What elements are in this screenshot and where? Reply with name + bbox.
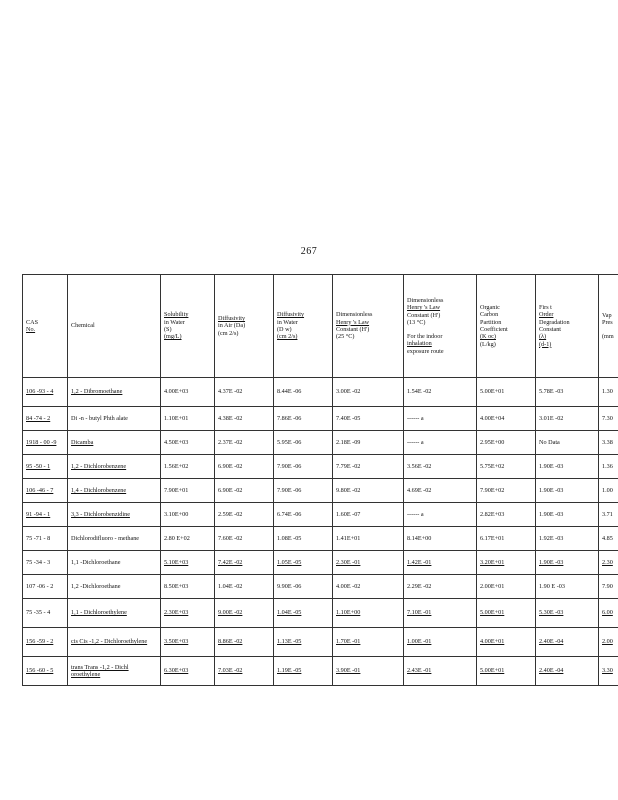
cell-henry_25: 2.18E -09 <box>333 431 404 455</box>
cell-koc: 2.82E+03 <box>477 503 536 527</box>
table-row <box>23 527 618 551</box>
cell-solubility: 4.00E+03 <box>161 378 215 407</box>
header-line: (mg/L) <box>164 333 182 341</box>
cell-decay: 5.30E -03 <box>536 599 599 628</box>
table-row <box>23 551 618 575</box>
cell-vapor: 1.36 <box>599 455 618 479</box>
cell-henry_13: 1.00E -01 <box>404 628 477 657</box>
header-cell-diff_air <box>215 275 274 378</box>
header-line: Order <box>539 311 554 319</box>
cell-decay: 1.92E -03 <box>536 527 599 551</box>
cell-diff_water: 9.90E -06 <box>274 575 333 599</box>
cell-diff_air: 2.37E -02 <box>215 431 274 455</box>
table-row <box>23 657 618 686</box>
cell-diff_water: 6.74E -06 <box>274 503 333 527</box>
table-row <box>23 407 618 431</box>
header-line: CAS <box>26 318 39 326</box>
cell-diff_air: 9.00E -02 <box>215 599 274 628</box>
cell-decay: 5.78E -03 <box>536 378 599 407</box>
cell-vapor: 4.85 <box>599 527 618 551</box>
cell-diff_air: 7.03E -02 <box>215 657 274 686</box>
cell-koc: 4.00E+04 <box>477 407 536 431</box>
cell-henry_13: 2.29E -02 <box>404 575 477 599</box>
cell-decay: 1.90 E -03 <box>536 575 599 599</box>
header-row <box>23 275 618 378</box>
header-line: Constant (H') <box>407 311 441 319</box>
table-row <box>23 455 618 479</box>
table-body <box>23 378 618 686</box>
cell-cas: 156 -60 - 5 <box>23 657 68 686</box>
cell-koc: 2.00E+01 <box>477 575 536 599</box>
cell-chemical: Dichlorodifluoro - methane <box>68 527 161 551</box>
cell-cas: 75 -35 - 4 <box>23 599 68 628</box>
header-line: (d-1) <box>539 340 552 348</box>
cell-decay: 1.90E -03 <box>536 503 599 527</box>
cell-solubility: 5.10E+03 <box>161 551 215 575</box>
header-cell-chemical <box>68 275 161 378</box>
cell-henry_13: 8.14E+00 <box>404 527 477 551</box>
header-line: exposure route <box>407 347 444 355</box>
header-line: (D w) <box>277 326 292 333</box>
header-line: (S) <box>164 326 172 333</box>
header-line: For the indoor <box>407 332 443 340</box>
header-line: Diffusivity <box>277 311 305 319</box>
cell-henry_13: 4.69E -02 <box>404 479 477 503</box>
cell-henry_13: 1.54E -02 <box>404 378 477 407</box>
cell-chemical: trans Trans -1,2 - Dichl oroethylene <box>68 657 161 686</box>
cell-henry_25: 7.40E -05 <box>333 407 404 431</box>
cell-diff_air: 7.60E -02 <box>215 527 274 551</box>
cell-cas: 106 -93 - 4 <box>23 378 68 407</box>
chemical-properties-table <box>22 274 618 686</box>
header-line: (L/kg) <box>480 340 496 348</box>
cell-vapor: 3.38 <box>599 431 618 455</box>
cell-koc: 5.00E+01 <box>477 378 536 407</box>
cell-diff_air: 6.90E -02 <box>215 479 274 503</box>
cell-diff_air: 8.86E -02 <box>215 628 274 657</box>
cell-henry_13: 7.10E -01 <box>404 599 477 628</box>
cell-chemical: 1,4 - Dichlorobenzene <box>68 479 161 503</box>
header-line: Firs t <box>539 303 552 311</box>
header-line: Dimensionless <box>336 311 373 319</box>
cell-diff_air: 1.04E -02 <box>215 575 274 599</box>
cell-henry_25: 1.41E+01 <box>333 527 404 551</box>
table-row <box>23 575 618 599</box>
cell-decay: 2.40E -04 <box>536 657 599 686</box>
header-line: Organic <box>480 303 500 311</box>
header-line: inhalation <box>407 340 432 348</box>
cell-vapor: 1.00 <box>599 479 618 503</box>
header-line: Dimensionless <box>407 297 444 305</box>
table-row <box>23 503 618 527</box>
header-line: Chemical <box>71 322 95 330</box>
cell-diff_water: 1.04E -05 <box>274 599 333 628</box>
cell-solubility: 4.50E+03 <box>161 431 215 455</box>
header-line: Partition <box>480 318 502 326</box>
cell-henry_25: 2.30E -01 <box>333 551 404 575</box>
cell-koc: 7.90E+02 <box>477 479 536 503</box>
cell-diff_air: 2.59E -02 <box>215 503 274 527</box>
header-line: Carbon <box>480 311 499 319</box>
cell-chemical: Dicamba <box>68 431 161 455</box>
header-cell-henry_13 <box>404 275 477 378</box>
page-number: 267 <box>300 246 318 257</box>
header-line: Henry 's Law <box>407 304 441 312</box>
header-cell-henry_25 <box>333 275 404 378</box>
table-row <box>23 599 618 628</box>
header-line: Constant <box>539 326 562 333</box>
cell-koc: 3.20E+01 <box>477 551 536 575</box>
cell-decay: No Data <box>536 431 599 455</box>
cell-cas: 107 -06 - 2 <box>23 575 68 599</box>
cell-decay: 1.90E -03 <box>536 455 599 479</box>
cell-chemical: 3,3 - Dichlorobenzidine <box>68 503 161 527</box>
header-line: (λ) <box>539 333 547 341</box>
header-line: (cm 2/s) <box>218 329 239 337</box>
cell-henry_25: 1.60E -07 <box>333 503 404 527</box>
cell-henry_25: 1.10E+00 <box>333 599 404 628</box>
cell-henry_13: ------ a <box>404 407 477 431</box>
cell-henry_13: 3.56E -02 <box>404 455 477 479</box>
cell-henry_13: ------ a <box>404 503 477 527</box>
cell-cas: 95 -50 - 1 <box>23 455 68 479</box>
cell-diff_water: 7.86E -06 <box>274 407 333 431</box>
cell-solubility: 2.80 E+02 <box>161 527 215 551</box>
header-line: (25 °C) <box>336 333 355 341</box>
cell-vapor: 2.00 <box>599 628 618 657</box>
cell-solubility: 1.56E+02 <box>161 455 215 479</box>
header-line: in Air (Da) <box>218 322 246 330</box>
cell-cas: 106 -46 - 7 <box>23 479 68 503</box>
cell-decay: 2.40E -04 <box>536 628 599 657</box>
cell-diff_water: 1.19E -05 <box>274 657 333 686</box>
cell-henry_25: 3.90E -01 <box>333 657 404 686</box>
cell-koc: 5.75E+02 <box>477 455 536 479</box>
cell-diff_water: 1.08E -05 <box>274 527 333 551</box>
cell-koc: 5.00E+01 <box>477 657 536 686</box>
cell-diff_water: 5.95E -06 <box>274 431 333 455</box>
cell-chemical: cis Cis -1,2 - Dichloroethylene <box>68 628 161 657</box>
header-line: Diffusivity <box>218 314 246 322</box>
cell-henry_13: ------ a <box>404 431 477 455</box>
table-row <box>23 479 618 503</box>
cell-solubility: 7.90E+01 <box>161 479 215 503</box>
cell-vapor: 7.30 <box>599 407 618 431</box>
cell-solubility: 8.50E+03 <box>161 575 215 599</box>
header-cell-decay <box>536 275 599 378</box>
cell-henry_25: 3.00E -02 <box>333 378 404 407</box>
header-line: (13 °C) <box>407 319 426 327</box>
cell-koc: 6.17E+01 <box>477 527 536 551</box>
header-line: in Water <box>164 318 185 326</box>
header-line: Pres <box>602 319 613 327</box>
cell-koc: 2.95E+00 <box>477 431 536 455</box>
cell-koc: 5.00E+01 <box>477 599 536 628</box>
cell-cas: 75 -34 - 3 <box>23 551 68 575</box>
cell-chemical: 1,2 - Dichlorobenzene <box>68 455 161 479</box>
cell-solubility: 3.50E+03 <box>161 628 215 657</box>
cell-henry_25: 7.79E -02 <box>333 455 404 479</box>
header-line: Coefficient <box>480 326 508 333</box>
cell-diff_water: 1.05E -05 <box>274 551 333 575</box>
cell-vapor: 1.30 <box>599 378 618 407</box>
header-line: (cm 2/s) <box>277 333 298 341</box>
cell-chemical: 1,2 - Dibromoethane <box>68 378 161 407</box>
cell-vapor: 7.90 <box>599 575 618 599</box>
header-line: No. <box>26 326 36 333</box>
cell-henry_25: 9.80E -02 <box>333 479 404 503</box>
cell-vapor: 3.30 <box>599 657 618 686</box>
header-cell-cas <box>23 275 68 378</box>
table-header <box>23 275 618 378</box>
header-line: in Water <box>277 318 298 326</box>
table-row <box>23 431 618 455</box>
header-line: (mm <box>602 332 614 340</box>
cell-diff_air: 7.42E -02 <box>215 551 274 575</box>
cell-chemical: Di -n - butyl Phth alate <box>68 407 161 431</box>
cell-diff_air: 4.38E -02 <box>215 407 274 431</box>
cell-cas: 84 -74 - 2 <box>23 407 68 431</box>
header-line: Solubility <box>164 311 189 319</box>
header-line: (K oc) <box>480 333 496 341</box>
cell-cas: 75 -71 - 8 <box>23 527 68 551</box>
table-row <box>23 628 618 657</box>
cell-diff_water: 8.44E -06 <box>274 378 333 407</box>
table-row <box>23 378 618 407</box>
cell-chemical: 1,2 -Dichloroethane <box>68 575 161 599</box>
chemical-properties-table-container <box>22 274 618 800</box>
cell-solubility: 1.10E+01 <box>161 407 215 431</box>
cell-chemical: 1,1 -Dichloroethane <box>68 551 161 575</box>
header-cell-solubility <box>161 275 215 378</box>
header-cell-diff_water <box>274 275 333 378</box>
cell-henry_25: 1.70E -01 <box>333 628 404 657</box>
cell-solubility: 3.10E+00 <box>161 503 215 527</box>
cell-henry_25: 4.00E -02 <box>333 575 404 599</box>
header-line: Henry 's Law <box>336 318 370 326</box>
cell-decay: 3.01E -02 <box>536 407 599 431</box>
cell-diff_air: 4.37E -02 <box>215 378 274 407</box>
header-line: Constant (H') <box>336 326 370 333</box>
header-line: Vap <box>602 311 612 319</box>
cell-henry_13: 1.42E -01 <box>404 551 477 575</box>
cell-diff_water: 7.90E -06 <box>274 455 333 479</box>
cell-henry_13: 2.43E -01 <box>404 657 477 686</box>
header-line: Degradation <box>539 318 570 326</box>
cell-vapor: 6.00 <box>599 599 618 628</box>
cell-solubility: 6.30E+03 <box>161 657 215 686</box>
cell-decay: 1.90E -03 <box>536 551 599 575</box>
cell-diff_water: 1.13E -05 <box>274 628 333 657</box>
cell-diff_water: 7.90E -06 <box>274 479 333 503</box>
cell-vapor: 2.30 <box>599 551 618 575</box>
header-cell-koc <box>477 275 536 378</box>
cell-koc: 4.00E+01 <box>477 628 536 657</box>
cell-solubility: 2.30E+03 <box>161 599 215 628</box>
cell-diff_air: 6.90E -02 <box>215 455 274 479</box>
header-cell-vapor <box>599 275 618 378</box>
cell-decay: 1.90E -03 <box>536 479 599 503</box>
cell-cas: 156 -59 - 2 <box>23 628 68 657</box>
cell-vapor: 3.71 <box>599 503 618 527</box>
cell-cas: 1918 - 00 -9 <box>23 431 68 455</box>
cell-chemical: 1,1 - Dichloroethylene <box>68 599 161 628</box>
cell-cas: 91 -94 - 1 <box>23 503 68 527</box>
